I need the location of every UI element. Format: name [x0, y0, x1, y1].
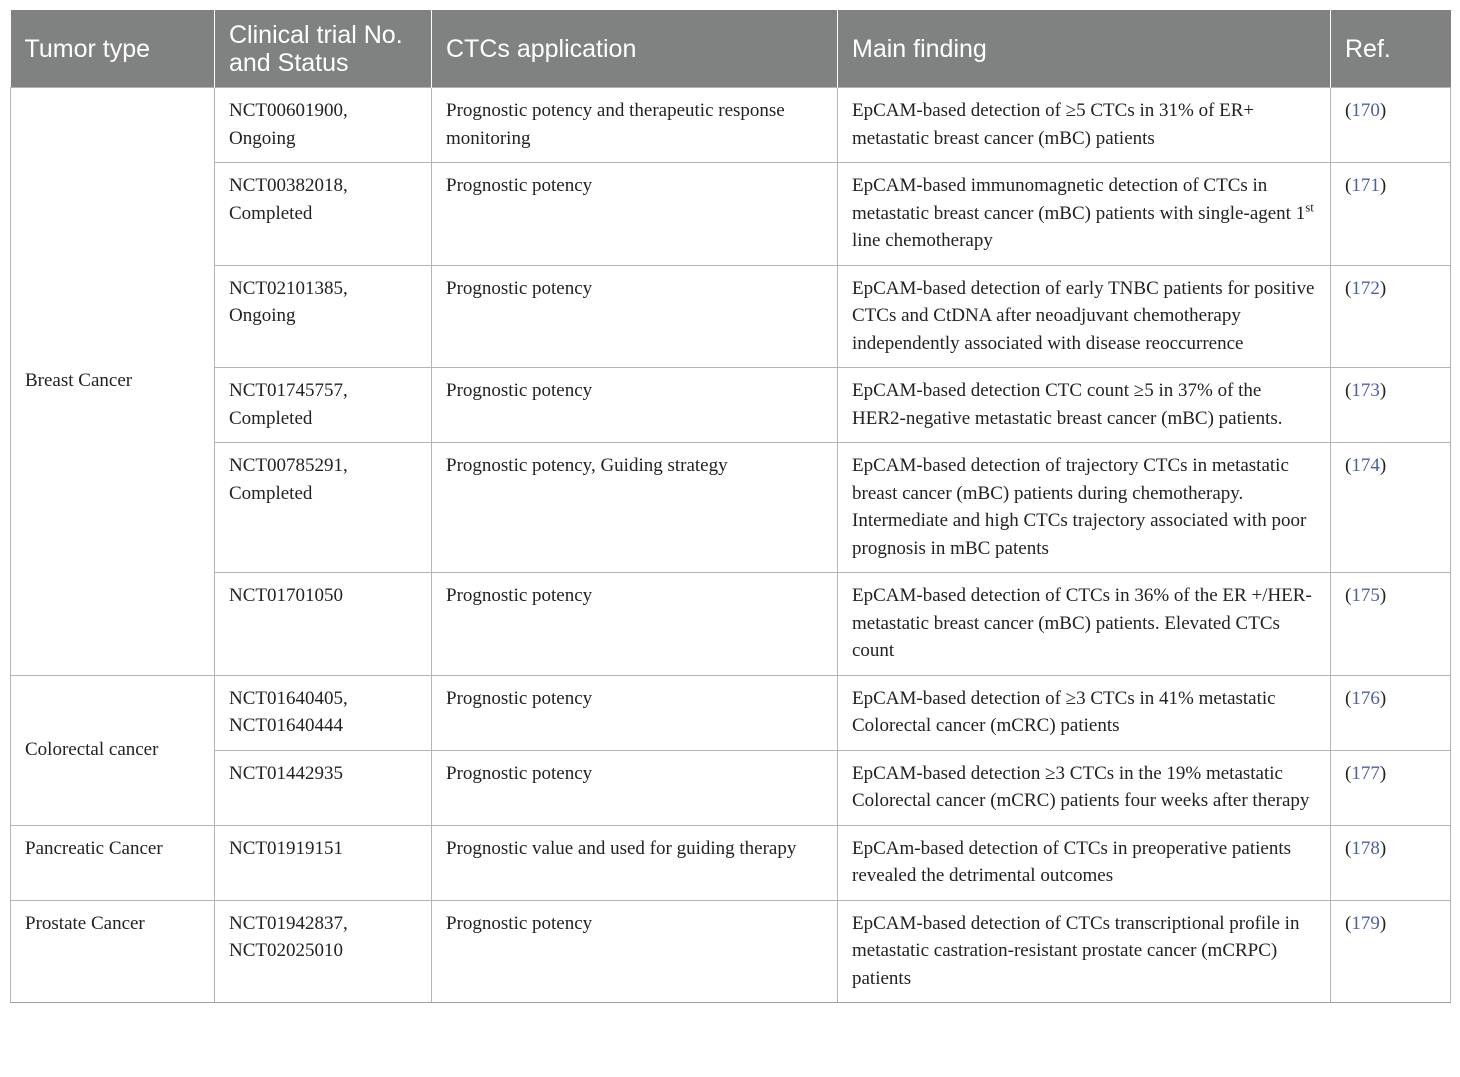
finding-cell: [838, 163, 1331, 266]
ref-cell: (173): [1331, 368, 1451, 443]
table-row: [11, 368, 1451, 443]
finding-cell: EpCAM-based detection CTC count ≥5 in 37% of the HER2-negative metastatic breast cancer (mBC) patients.: [838, 368, 1331, 443]
table-row: [11, 900, 1451, 1003]
table-row: [11, 573, 1451, 676]
trial-cell: NCT01919151: [215, 825, 432, 900]
trial-cell: NCT01745757, Completed: [215, 368, 432, 443]
ref-link[interactable]: 172: [1351, 277, 1380, 299]
trial-cell: NCT01701050: [215, 573, 432, 676]
trial-cell: NCT01640405, NCT01640444: [215, 675, 432, 750]
ref-cell: (171): [1331, 163, 1451, 266]
ref-link[interactable]: 173: [1351, 380, 1380, 401]
table-row: [11, 750, 1451, 825]
trial-cell: NCT02101385, Ongoing: [215, 265, 432, 368]
application-cell: Prognostic potency and therapeutic response monitoring: [432, 88, 838, 163]
application-cell: Prognostic potency: [432, 750, 838, 825]
header-tumor-type: Tumor type: [11, 10, 215, 88]
header-main-finding: Main finding: [838, 10, 1331, 88]
superscript: st: [1305, 199, 1314, 215]
clinical-trials-table: [10, 10, 1451, 1003]
table-row: [11, 443, 1451, 573]
application-cell: Prognostic potency: [432, 675, 838, 750]
application-cell: Prognostic potency: [432, 163, 838, 266]
ref-cell: (177): [1331, 750, 1451, 825]
header-row: [11, 10, 1451, 88]
trial-cell: NCT00382018, Completed: [215, 163, 432, 266]
table-row: [11, 675, 1451, 750]
ref-cell: (176): [1331, 675, 1451, 750]
ref-link[interactable]: 179: [1351, 912, 1380, 934]
finding-cell: EpCAM-based detection of ≥5 CTCs in 31% of ER+ metastatic breast cancer (mBC) patients: [838, 88, 1331, 163]
finding-text: EpCAM-based immunomagnetic detection of CTCs in metastatic breast cancer (mBC) patients with single-agent 1: [852, 175, 1306, 224]
tumor-type-cell: Breast Cancer: [11, 88, 215, 676]
finding-cell: EpCAM-based detection of ≥3 CTCs in 41% metastatic Colorectal cancer (mCRC) patients: [838, 675, 1331, 750]
ref-cell: (172): [1331, 265, 1451, 368]
ref-cell: (179): [1331, 900, 1451, 1003]
finding-cell: EpCAM-based detection of CTCs transcriptional profile in metastatic castration-resistant prostate cancer (mCRPC) patients: [838, 900, 1331, 1003]
application-cell: Prognostic potency, Guiding strategy: [432, 443, 838, 573]
trial-cell: NCT01942837, NCT02025010: [215, 900, 432, 1003]
finding-text: line chemotherapy: [852, 230, 993, 251]
ref-cell: (178): [1331, 825, 1451, 900]
table-row: [11, 825, 1451, 900]
tumor-type-cell: Colorectal cancer: [11, 675, 215, 825]
finding-cell: EpCAM-based detection of trajectory CTCs in metastatic breast cancer (mBC) patients during chemotherapy. Intermediate and high CTCs trajectory associated with poor prognosis in mBC patents: [838, 443, 1331, 573]
trial-cell: NCT00785291, Completed: [215, 443, 432, 573]
finding-cell: EpCAm-based detection of CTCs in preoperative patients revealed the detrimental outcomes: [838, 825, 1331, 900]
ref-cell: (170): [1331, 88, 1451, 163]
trial-cell: NCT00601900, Ongoing: [215, 88, 432, 163]
ref-link[interactable]: 171: [1351, 175, 1380, 196]
tumor-type-cell: Pancreatic Cancer: [11, 825, 215, 900]
application-cell: Prognostic potency: [432, 368, 838, 443]
application-cell: Prognostic potency: [432, 900, 838, 1003]
application-cell: Prognostic potency: [432, 573, 838, 676]
ref-link[interactable]: 170: [1351, 100, 1380, 121]
table-row: [11, 163, 1451, 266]
trial-cell: NCT01442935: [215, 750, 432, 825]
ref-cell: (175): [1331, 573, 1451, 676]
ref-link[interactable]: 177: [1351, 762, 1380, 784]
header-ref: Ref.: [1331, 10, 1451, 88]
application-cell: Prognostic potency: [432, 265, 838, 368]
tumor-type-cell: Prostate Cancer: [11, 900, 215, 1003]
ref-link[interactable]: 174: [1351, 455, 1380, 476]
header-ctcs-application: CTCs application: [432, 10, 838, 88]
finding-cell: EpCAM-based detection ≥3 CTCs in the 19% metastatic Colorectal cancer (mCRC) patients four weeks after therapy: [838, 750, 1331, 825]
finding-cell: EpCAM-based detection of CTCs in 36% of the ER +/HER- metastatic breast cancer (mBC) patients. Elevated CTCs count: [838, 573, 1331, 676]
table-row: [11, 265, 1451, 368]
application-cell: Prognostic value and used for guiding therapy: [432, 825, 838, 900]
ref-link[interactable]: 176: [1351, 687, 1380, 709]
ref-link[interactable]: 178: [1351, 837, 1380, 859]
table-row: [11, 88, 1451, 163]
header-clinical-trial: Clinical trial No. and Status: [215, 10, 432, 88]
ref-cell: (174): [1331, 443, 1451, 573]
finding-cell: EpCAM-based detection of early TNBC patients for positive CTCs and CtDNA after neoadjuvant chemotherapy independently associated with disease reoccurrence: [838, 265, 1331, 368]
ref-link[interactable]: 175: [1351, 585, 1380, 606]
